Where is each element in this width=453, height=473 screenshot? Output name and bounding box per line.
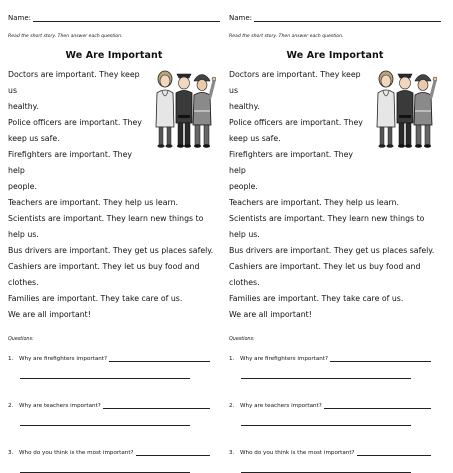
story-title: We Are Important: [65, 50, 163, 61]
answer-line[interactable]: [324, 402, 431, 409]
question-number: 3.: [229, 450, 235, 456]
name-label: Name:: [8, 14, 32, 22]
answer-line[interactable]: [109, 355, 210, 362]
community-helpers-illustration: [375, 67, 437, 151]
doctor-figure: [377, 71, 395, 148]
answer-line[interactable]: [330, 355, 431, 362]
question-1: [8, 354, 220, 379]
question-text: Why are firefighters important?: [19, 356, 107, 362]
name-row: [229, 10, 441, 22]
answer-line[interactable]: [103, 402, 210, 409]
police-officer-figure: [397, 74, 413, 148]
question-3: [8, 448, 220, 473]
story-line: Scientists are important. They learn new things to help us.: [229, 214, 425, 239]
question-number: 3.: [8, 450, 14, 456]
question-2: [229, 401, 441, 426]
question-text: Why are teachers important?: [19, 403, 101, 409]
question-1: [229, 354, 441, 379]
worksheet-left: [8, 10, 220, 456]
name-input-line[interactable]: [33, 13, 220, 22]
story-line: Bus drivers are important. They get us places safely.: [229, 246, 435, 255]
questions-label: Questions:: [229, 337, 255, 342]
question-number: 1.: [229, 356, 235, 362]
story-line: Police officers are important. They: [8, 118, 142, 127]
question-number: 2.: [8, 403, 14, 409]
instructions: Read the short story. Then answer each question.: [8, 34, 123, 39]
story-line: keep us safe.: [8, 134, 60, 143]
story-line: Firefighters are important. They help: [229, 150, 353, 175]
question-2: [8, 401, 220, 426]
story-line: people.: [229, 182, 258, 191]
story-line: Scientists are important. They learn new things to help us.: [8, 214, 204, 239]
name-row: [8, 10, 220, 22]
questions-label: Questions:: [8, 337, 34, 342]
story-line: Teachers are important. They help us learn.: [8, 198, 178, 207]
story-text: [229, 67, 441, 323]
story-line: Teachers are important. They help us learn.: [229, 198, 399, 207]
story-line: Doctors are important. They keep us: [229, 70, 361, 95]
story-line: keep us safe.: [229, 134, 281, 143]
firefighter-figure: [193, 75, 216, 148]
name-label: Name:: [229, 14, 253, 22]
question-3: [229, 448, 441, 473]
question-text: Why are teachers important?: [240, 403, 322, 409]
story-line: Cashiers are important. They let us buy food and clothes.: [8, 262, 200, 287]
firefighter-figure: [414, 75, 437, 148]
worksheet-right: [229, 10, 441, 456]
answer-line[interactable]: [20, 362, 190, 379]
story-line: We are all important!: [229, 310, 312, 319]
police-officer-figure: [176, 74, 192, 148]
question-number: 1.: [8, 356, 14, 362]
story-line: Police officers are important. They: [229, 118, 363, 127]
doctor-figure: [156, 71, 174, 148]
story-text: [8, 67, 220, 323]
story-line: healthy.: [8, 102, 39, 111]
answer-line[interactable]: [241, 409, 411, 426]
answer-line[interactable]: [20, 409, 190, 426]
question-text: Who do you think is the most important?: [19, 450, 134, 456]
question-text: Why are firefighters important?: [240, 356, 328, 362]
question-number: 2.: [229, 403, 235, 409]
story-line: healthy.: [229, 102, 260, 111]
story-line: Cashiers are important. They let us buy food and clothes.: [229, 262, 421, 287]
story-line: Firefighters are important. They help: [8, 150, 132, 175]
answer-line[interactable]: [241, 362, 411, 379]
story-line: Families are important. They take care of us.: [8, 294, 183, 303]
question-text: Who do you think is the most important?: [240, 450, 355, 456]
story-line: Families are important. They take care of us.: [229, 294, 404, 303]
story-line: people.: [8, 182, 37, 191]
name-input-line[interactable]: [254, 13, 441, 22]
story-line: We are all important!: [8, 310, 91, 319]
answer-line[interactable]: [241, 456, 411, 473]
answer-line[interactable]: [20, 456, 190, 473]
story-title: We Are Important: [286, 50, 384, 61]
story-line: Doctors are important. They keep us: [8, 70, 140, 95]
instructions: Read the short story. Then answer each question.: [229, 34, 344, 39]
community-helpers-illustration: [154, 67, 216, 151]
story-line: Bus drivers are important. They get us places safely.: [8, 246, 214, 255]
